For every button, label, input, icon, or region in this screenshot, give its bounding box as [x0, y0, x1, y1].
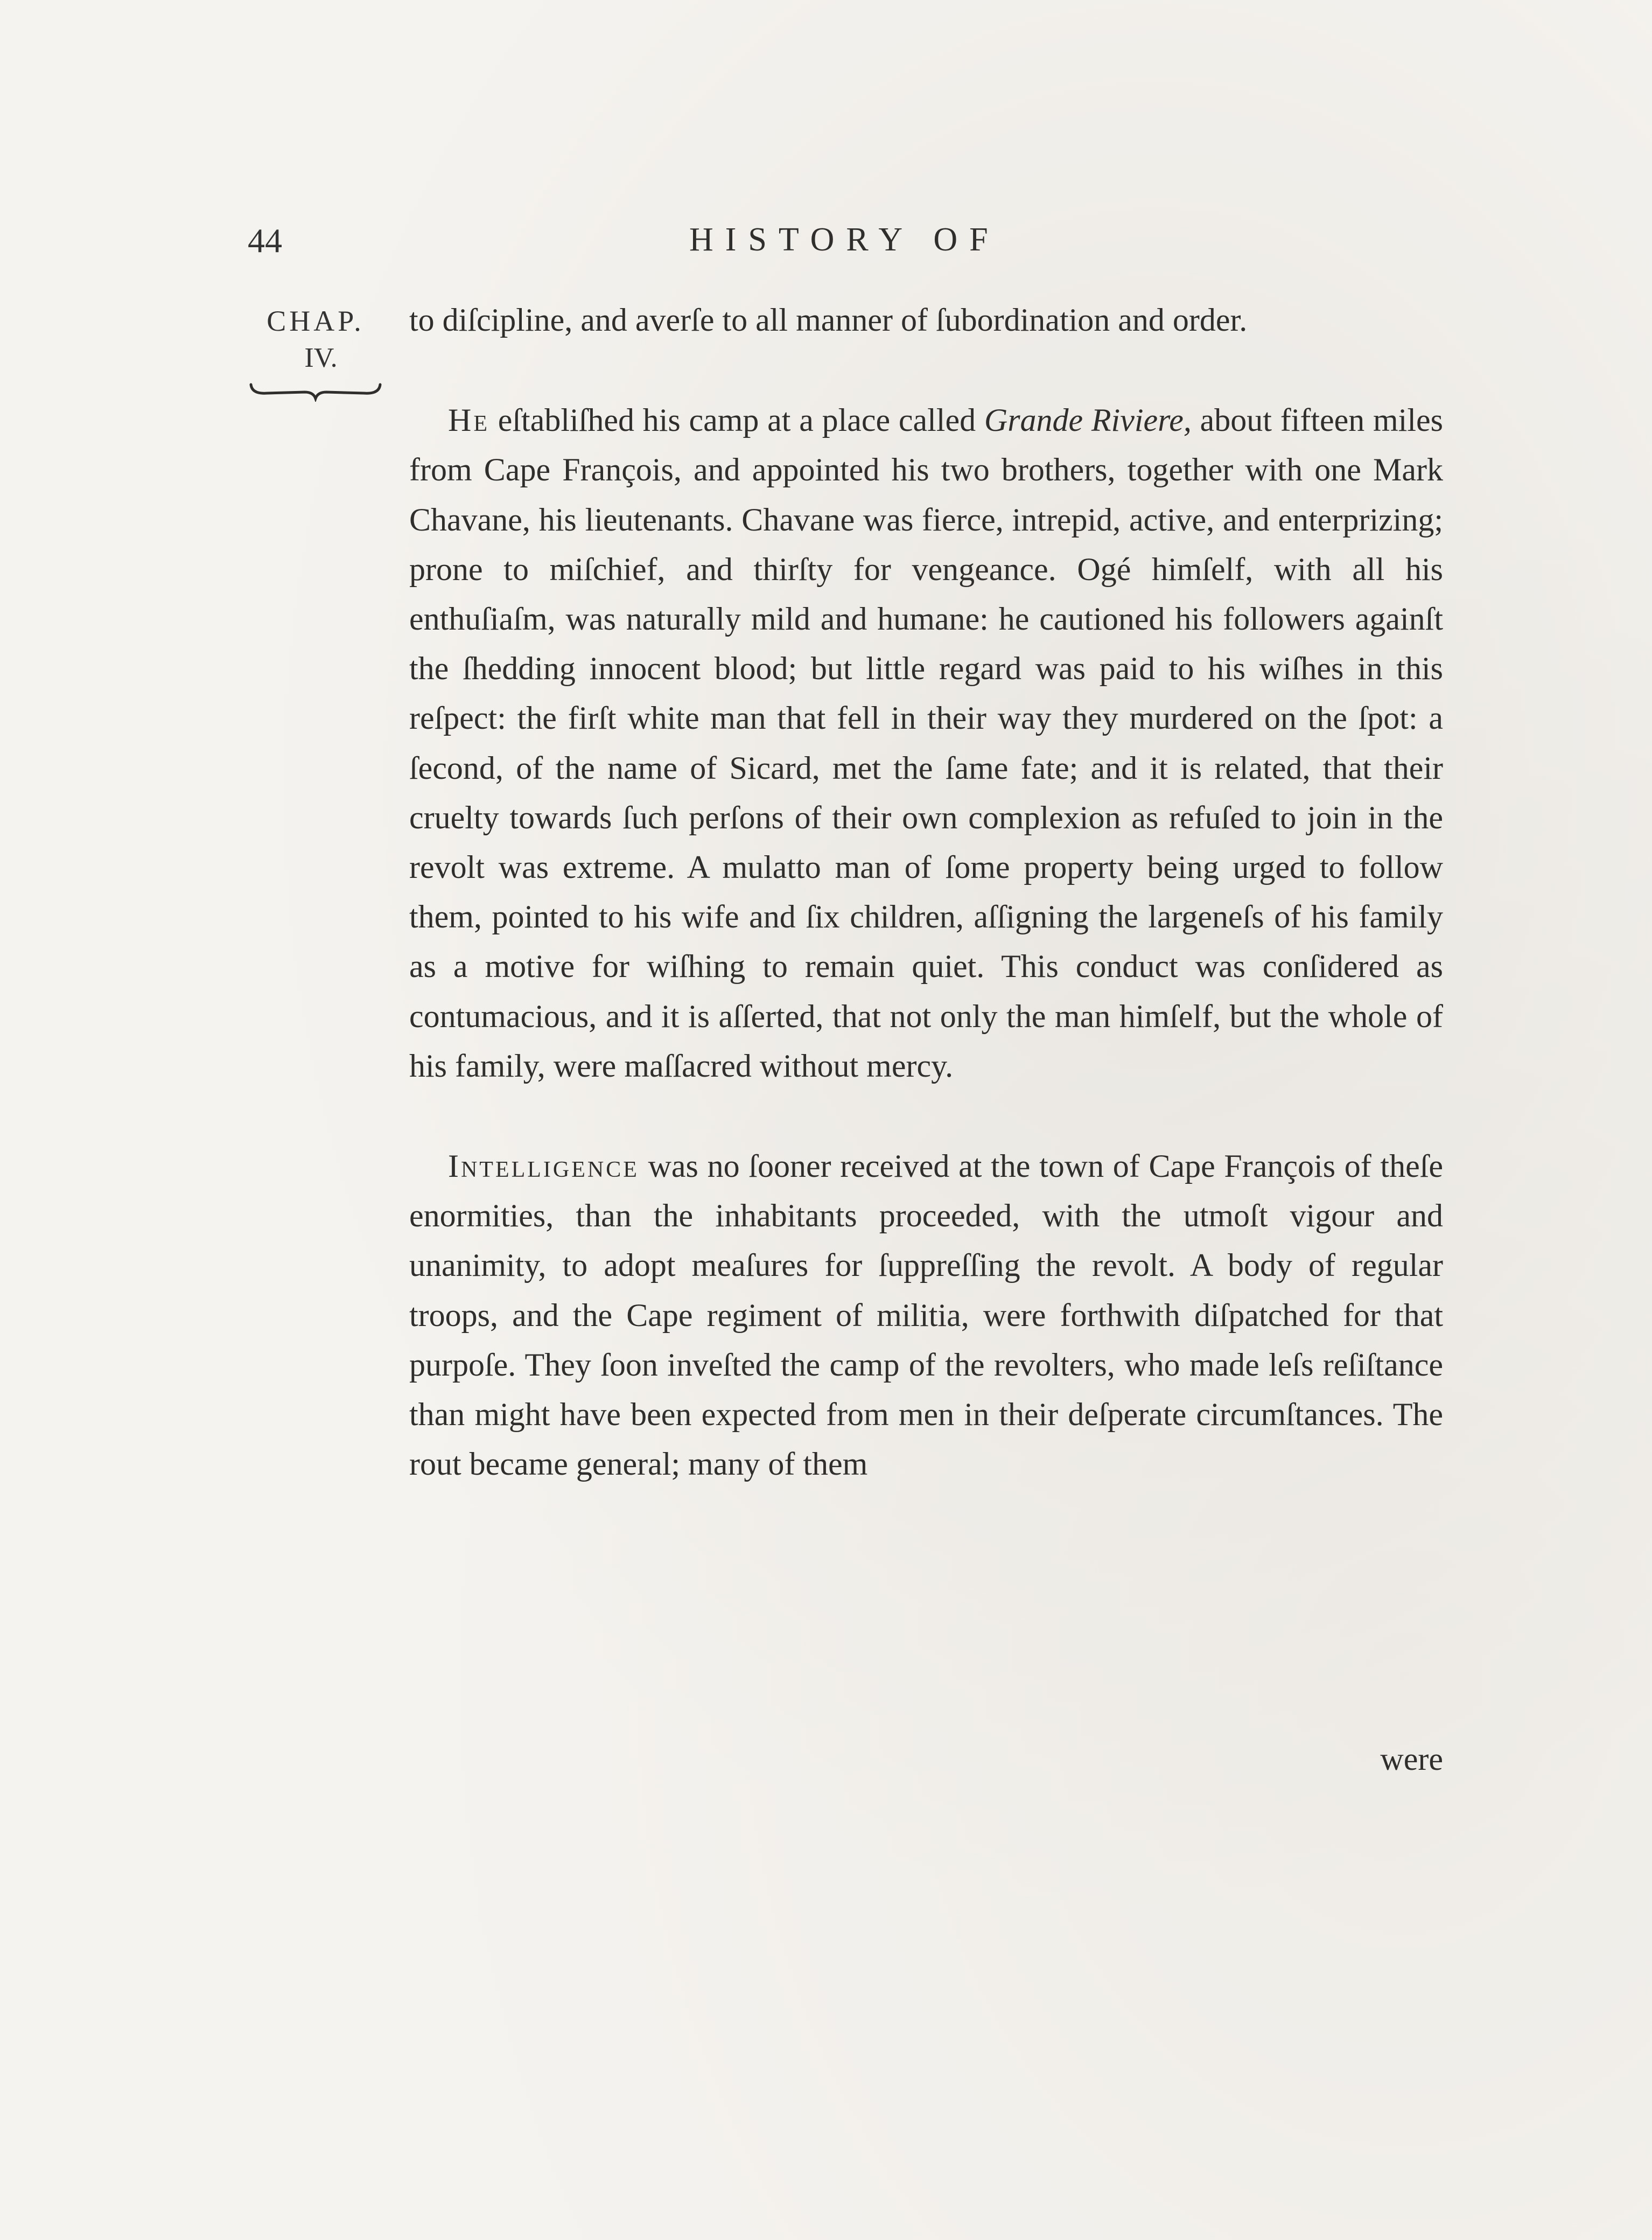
paragraph-2-before-italic: eſtabliſhed his camp at a place called [489, 402, 984, 438]
chapter-margin-note [246, 302, 386, 402]
paragraph-gap [409, 345, 1443, 395]
catchword: were [1380, 1741, 1443, 1777]
page-number: 44 [248, 221, 282, 260]
paragraph-3-text: was no ſooner received at the town of Cape François of theſe enormities, than the inhabitants proceeded, with the utmoſt vigour and unanimity, to adopt meaſures for ſuppreſſing the revolt. A body of regular troops, and the Cape regiment of militia, were forthwith diſpatched for that purpoſe. They ſoon inveſted the camp of the revolters, who made leſs reſiſtance than might have been expected from men in their deſperate circumſtances. The rout became general; many of them [409, 1148, 1443, 1482]
running-head [248, 215, 1443, 280]
body-text [409, 295, 1443, 1489]
paragraph-1: to diſcipline, and averſe to all manner of ſubordination and order. [409, 302, 1248, 338]
paragraph-3-lead: Intelligence [448, 1148, 639, 1184]
paragraph-2-lead: He [448, 402, 489, 438]
running-title: HISTORY OF [689, 221, 1000, 258]
chapter-label: CHAP. [267, 305, 365, 337]
brace-ornament-icon [246, 380, 386, 402]
paragraph-2 [409, 395, 1443, 1091]
paragraph-gap [409, 1091, 1443, 1141]
place-name-italic: Grande Riviere, [984, 402, 1192, 438]
paragraph-3 [409, 1141, 1443, 1489]
paragraph-2-text: about fifteen miles from Cape François, and appointed his two brothers, together with one Mark Chavane, his lieutenants. Chavane was fierce, intrepid, active, and enterprizing; prone to miſchief, and thirſty for vengeance. Ogé himſelf, with all his enthuſiaſm, was naturally mild and humane: he cautioned his followers againſt the ſhedding innocent blood; but little regard was paid to his wiſhes in this reſpect: the firſt white man that fell in their way they murdered on the ſpot: a ſecond, of the name of Sicard, met the ſame fate; and it is related, that their cruelty towards ſuch perſons of their own complexion as refuſed to join in the revolt was extreme. A mulatto man of ſome property being urged to follow them, pointed to his wife and ſix children, aſſigning the largeneſs of his family as a motive for wiſhing to remain quiet. This conduct was conſidered as contumacious, and it is aſſerted, that not only the man himſelf, but the whole of his family, were maſſacred without mercy. [409, 402, 1443, 1084]
chapter-number: IV. [304, 343, 338, 373]
